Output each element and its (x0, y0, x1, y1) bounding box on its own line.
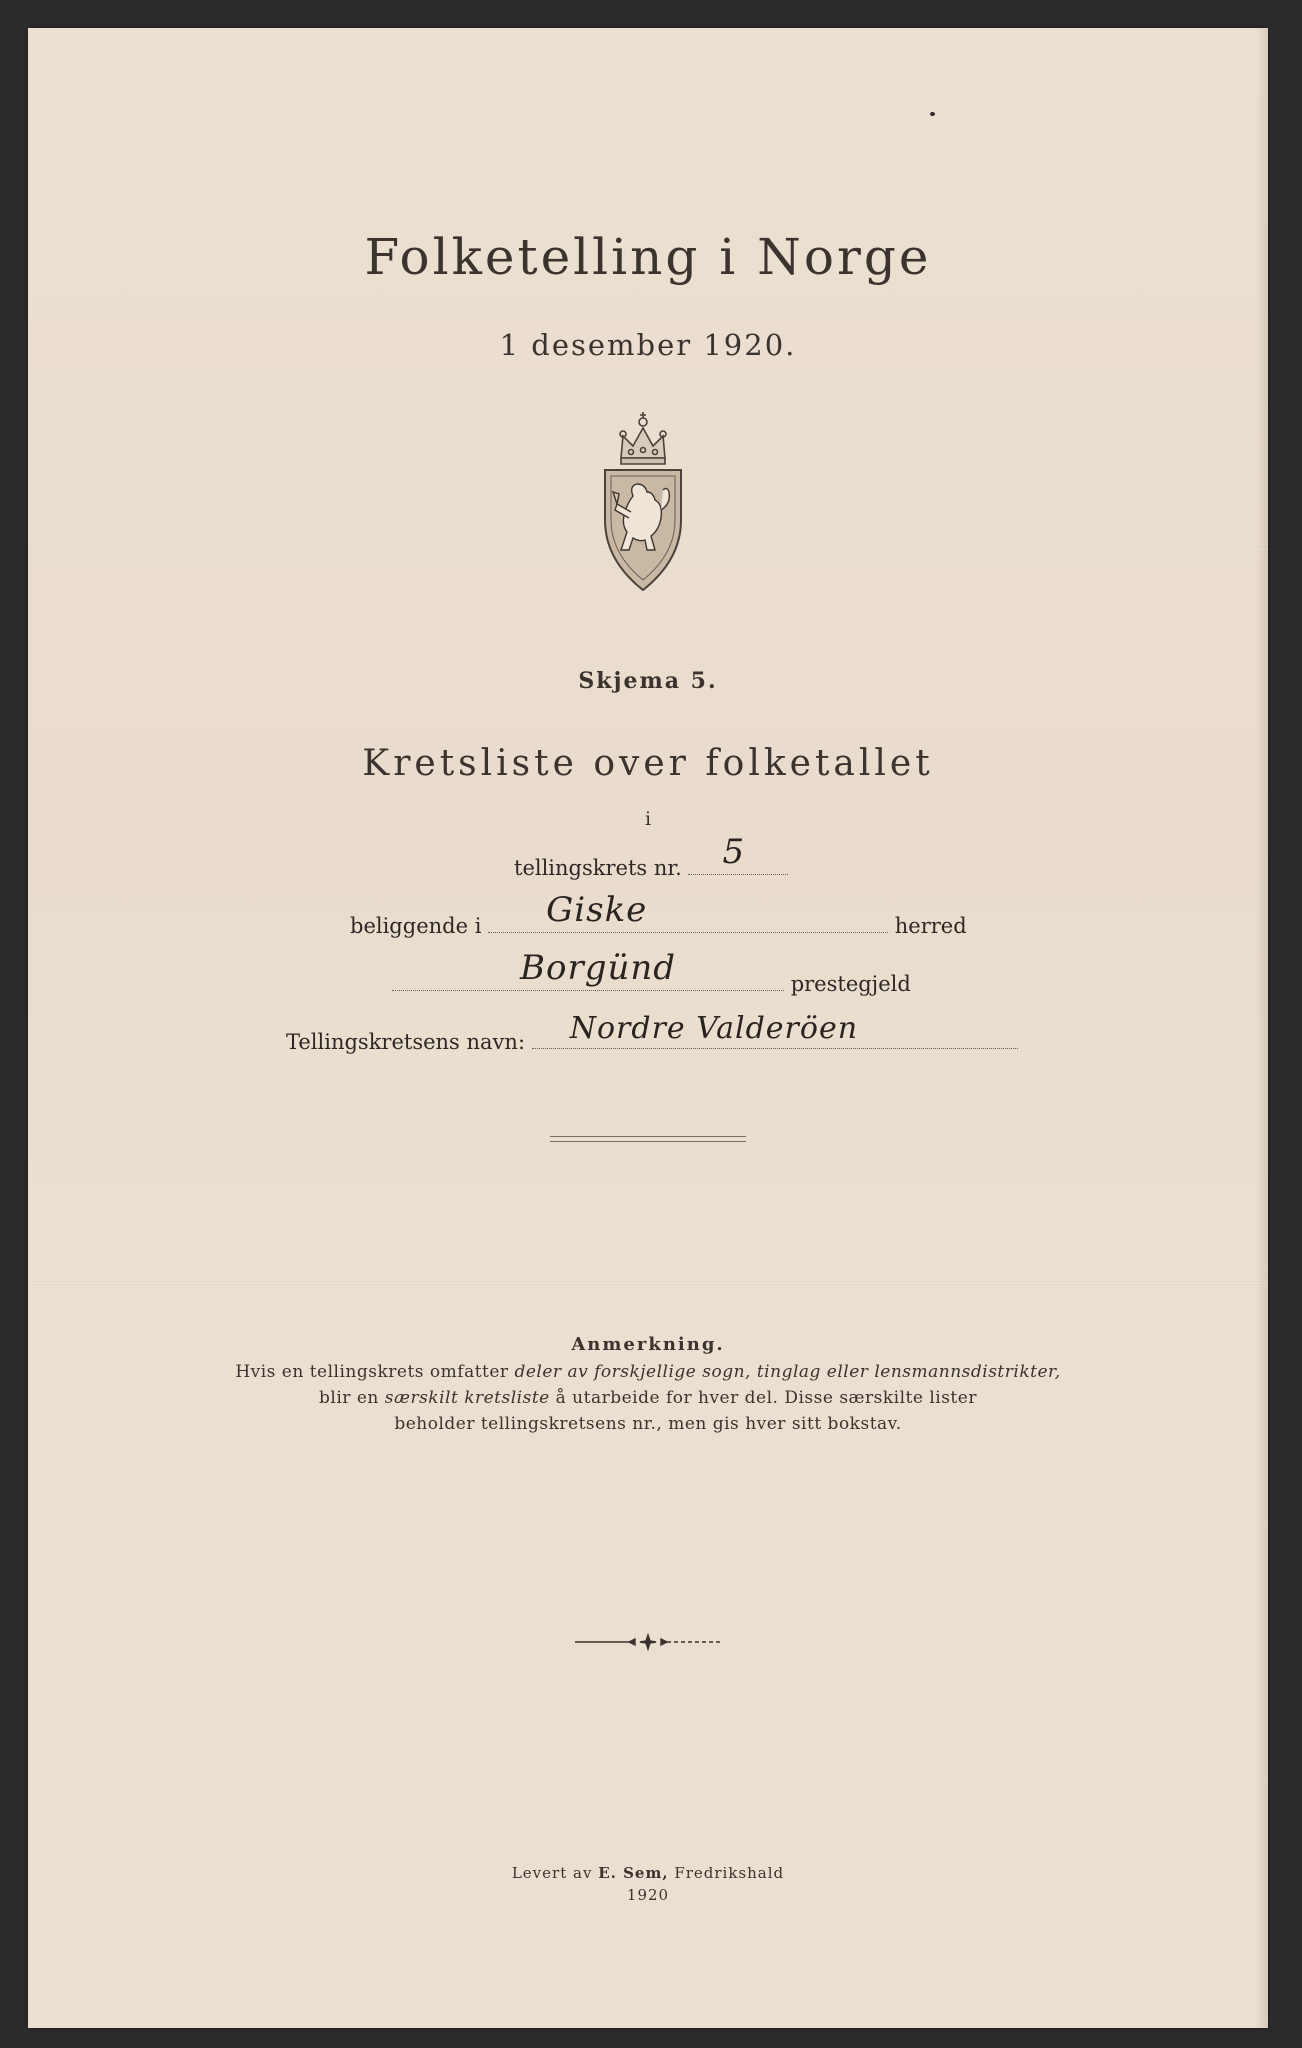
document-title: Folketelling i Norge (364, 228, 932, 286)
fold-line-lower (28, 1282, 1268, 1285)
district-number-field (688, 832, 788, 875)
district-name-value: Nordre Valderöen (569, 1011, 859, 1046)
remark-line-1-text: Hvis en tellingskrets omfatter (235, 1362, 515, 1382)
remark-line-1-italic: deler av forskjellige sogn, tinglag eller lensmannsdistrikter, (514, 1362, 1061, 1382)
district-name-row (286, 1011, 1018, 1054)
located-in-label: beliggende i (350, 914, 482, 938)
remark-line-2-text-b: å utarbeide for hver del. Disse særskilte lister (549, 1388, 977, 1408)
remark-line-2-italic: særskilt kretsliste (384, 1388, 550, 1408)
remark-title: Anmerkning. (571, 1334, 725, 1355)
printer-name: E. Sem, (598, 1864, 669, 1882)
remark-line-2 (28, 1388, 1268, 1408)
district-name-field (532, 1011, 1018, 1049)
located-in-value: Giske (546, 890, 648, 930)
ornament-divider-icon (573, 1632, 723, 1652)
document-date: 1 desember 1920. (499, 328, 797, 362)
remark-line-1 (28, 1362, 1268, 1382)
printer-city: Fredrikshald (668, 1864, 785, 1882)
parish-label: prestegjeld (790, 972, 911, 996)
district-number-value: 5 (722, 832, 746, 872)
printer-prefix: Levert av (511, 1864, 599, 1882)
schema-number: Skjema 5. (578, 668, 718, 694)
district-number-row (514, 832, 788, 880)
separator-rule (550, 1136, 746, 1142)
located-in-field (488, 890, 888, 933)
district-number-label: tellingskrets nr. (514, 856, 682, 880)
located-in-row (350, 890, 967, 938)
remark-line-2-text-a: blir en (319, 1388, 385, 1408)
printer-line (28, 1864, 1268, 1882)
remark-line-3: beholder tellingskretsens nr., men gis hver sitt bokstav. (394, 1414, 902, 1434)
parish-field (392, 948, 784, 991)
district-name-label: Tellingskretsens navn: (286, 1030, 526, 1054)
connector-text: i (644, 808, 652, 830)
herred-label: herred (894, 914, 967, 938)
parish-row (392, 948, 911, 996)
coat-of-arms-icon (593, 400, 693, 600)
printer-year: 1920 (626, 1886, 670, 1904)
ink-speck (930, 112, 935, 116)
parish-value: Borgünd (520, 948, 677, 988)
form-heading: Kretsliste over folketallet (362, 743, 934, 784)
census-form-page (28, 28, 1268, 2028)
